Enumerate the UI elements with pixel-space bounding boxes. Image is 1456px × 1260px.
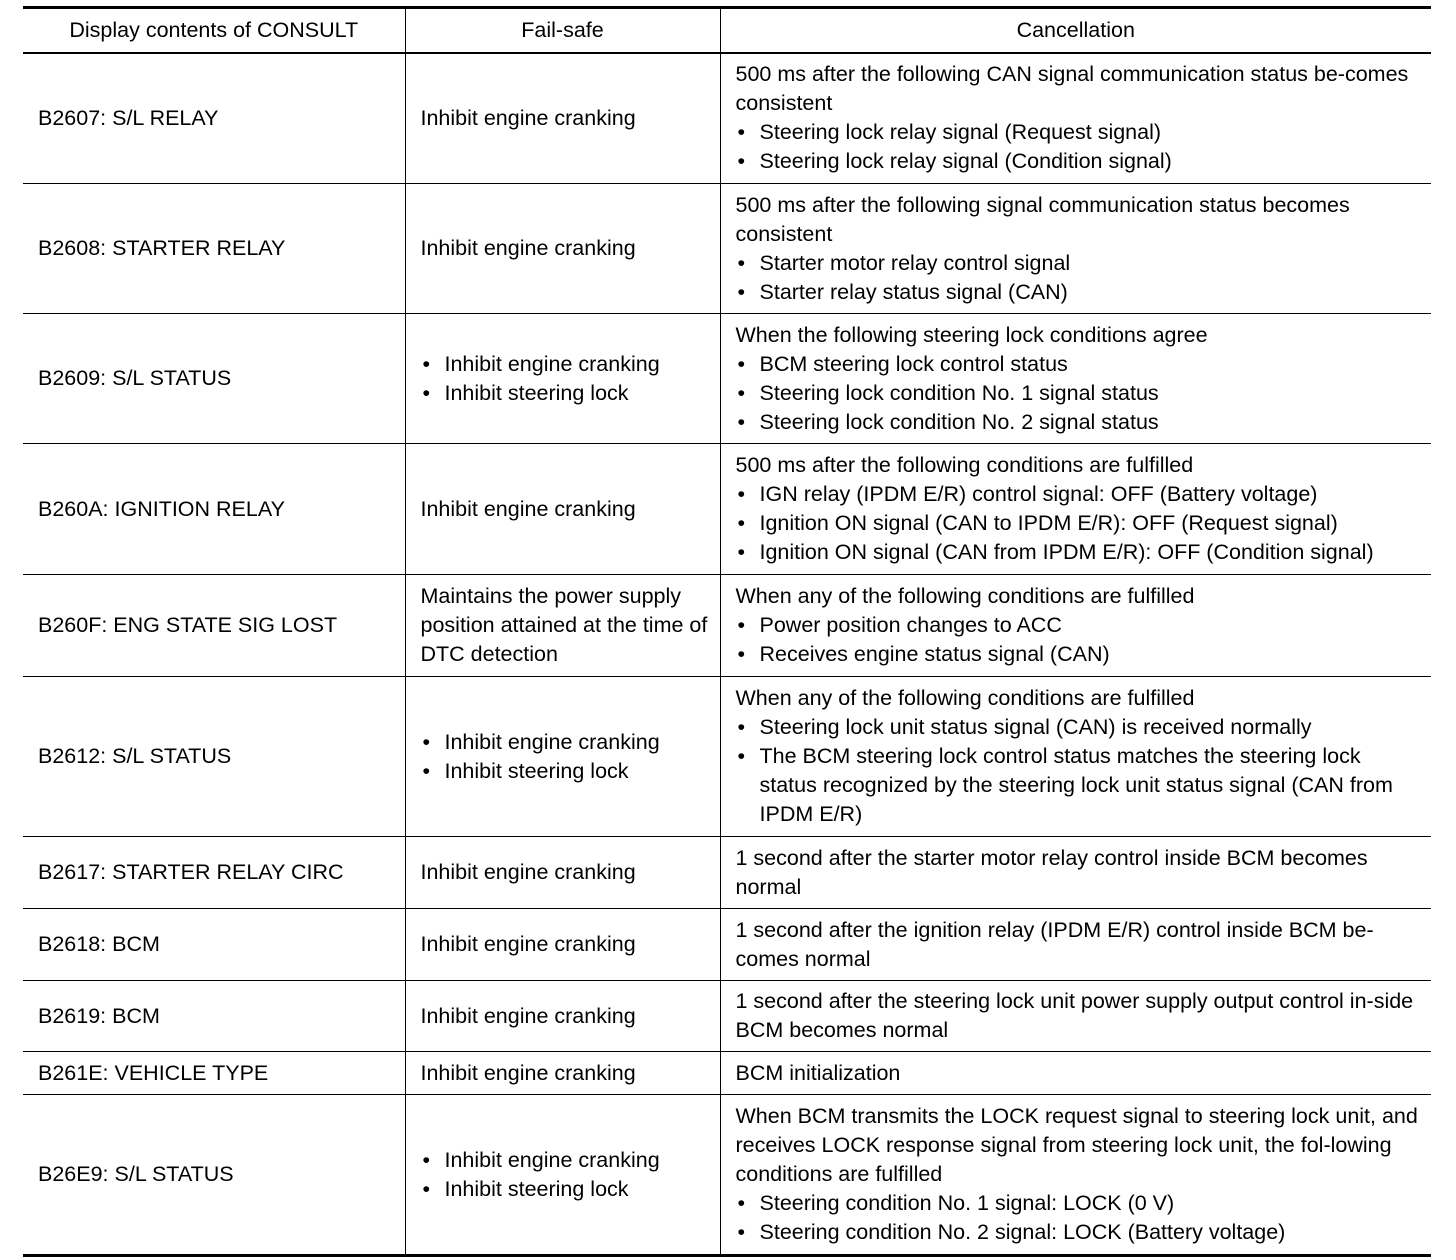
fail-safe-text: Inhibit engine cranking [420,1003,636,1028]
table-row [23,981,1431,1052]
cancellation-text: When the following steering lock conditions agree [735,322,1208,347]
dtc-display-cell: B2617: STARTER RELAY CIRC [23,837,405,909]
cancellation-text: 1 second after the steering lock unit power supply output control in-side BCM becomes normal [735,989,1414,1042]
table-row [23,53,1431,184]
fail-safe-bullet-list [421,1146,712,1204]
cancellation-bullet-list [736,713,1424,829]
cancellation-bullet-list [736,350,1424,437]
cancellation-text: 1 second after the starter motor relay control inside BCM becomes normal [735,845,1368,899]
cancellation-bullet: • Starter relay status signal (CAN) [736,278,1424,307]
fail-safe-cell [405,1095,720,1256]
header-row [23,8,1431,53]
table-row [23,184,1431,314]
cancellation-text: When BCM transmits the LOCK request signal to steering lock unit, and receives LOCK response signal from steering lock unit, the fol-lowing conditions are fulfilled [735,1104,1418,1186]
cancellation-text: When any of the following conditions are fulfilled [735,584,1195,608]
fail-safe-bullet-list [421,728,712,786]
fail-safe-cell [405,184,720,314]
cancellation-bullet: • Steering lock relay signal (Request signal) [736,118,1424,147]
fail-safe-cell [405,314,720,444]
cancellation-text: 500 ms after the following CAN signal communication status be-comes consistent [735,62,1409,116]
cancellation-bullet-list [736,480,1424,567]
cancellation-cell [720,1095,1431,1256]
table-row [23,575,1431,677]
fail-safe-bullet: • Inhibit steering lock [421,757,712,786]
fail-safe-bullet: • Inhibit engine cranking [421,728,712,757]
cancellation-cell [720,444,1431,575]
dtc-display-cell: B2609: S/L STATUS [23,314,405,444]
header-display-contents: Display contents of CONSULT [23,8,405,53]
cancellation-text: When any of the following conditions are fulfilled [735,686,1195,710]
cancellation-bullet: • Receives engine status signal (CAN) [736,640,1424,669]
cancellation-cell [720,53,1431,184]
fail-safe-cell [405,444,720,575]
cancellation-cell [720,909,1431,981]
dtc-display-cell: B260A: IGNITION RELAY [23,444,405,575]
fail-safe-text: Inhibit engine cranking [420,860,636,884]
dtc-display-cell: B260F: ENG STATE SIG LOST [23,575,405,677]
cancellation-cell [720,314,1431,444]
cancellation-text: 1 second after the ignition relay (IPDM E/R) control inside BCM be-comes normal [735,917,1374,971]
fail-safe-text: Inhibit engine cranking [420,932,636,956]
cancellation-bullet: • Steering lock unit status signal (CAN) is received normally [736,713,1424,742]
fail-safe-bullet: • Inhibit engine cranking [421,350,712,379]
cancellation-bullet-list [736,249,1424,307]
dtc-display-cell: B2608: STARTER RELAY [23,184,405,314]
table-row [23,1095,1431,1256]
cancellation-text: 500 ms after the following signal communication status becomes consistent [735,192,1350,246]
fail-safe-cell [405,575,720,677]
dtc-display-cell: B2612: S/L STATUS [23,677,405,837]
cancellation-bullet: • The BCM steering lock control status matches the steering lock status recognized by the steering lock unit status signal (CAN from IPDM E/R) [736,742,1424,829]
header-fail-safe: Fail-safe [405,8,720,53]
table-row [23,909,1431,981]
table-row [23,1052,1431,1095]
table-row [23,837,1431,909]
cancellation-cell [720,677,1431,837]
cancellation-cell [720,1052,1431,1095]
table-row [23,314,1431,444]
cancellation-cell [720,184,1431,314]
cancellation-bullet: • Steering lock condition No. 1 signal status [736,379,1424,408]
cancellation-bullet: • Steering condition No. 1 signal: LOCK (0 V) [736,1189,1424,1218]
cancellation-cell [720,575,1431,677]
table-row [23,677,1431,837]
cancellation-bullet: • Power position changes to ACC [736,611,1424,640]
dtc-display-cell: B261E: VEHICLE TYPE [23,1052,405,1095]
fail-safe-bullet: • Inhibit steering lock [421,1175,712,1204]
fail-safe-text: Inhibit engine cranking [420,236,636,260]
cancellation-bullet: • IGN relay (IPDM E/R) control signal: OFF (Battery voltage) [736,480,1424,509]
cancellation-bullet: • Starter motor relay control signal [736,249,1424,278]
fail-safe-text: Inhibit engine cranking [420,105,636,130]
fail-safe-bullet-list [421,350,712,408]
fail-safe-table [23,6,1431,1257]
cancellation-text: BCM initialization [735,1060,901,1085]
fail-safe-text: Inhibit engine cranking [420,1060,636,1085]
fail-safe-cell [405,53,720,184]
cancellation-bullet: • BCM steering lock control status [736,350,1424,379]
table-row [23,444,1431,575]
cancellation-bullet: • Steering lock condition No. 2 signal status [736,408,1424,437]
cancellation-bullet: • Steering lock relay signal (Condition signal) [736,147,1424,176]
table-body [23,53,1431,1256]
fail-safe-cell [405,981,720,1052]
fail-safe-text: Maintains the power supply position attained at the time of DTC detection [420,584,708,666]
header-cancellation: Cancellation [720,8,1431,53]
cancellation-bullet-list [736,118,1424,176]
fail-safe-cell [405,909,720,981]
dtc-display-cell: B2619: BCM [23,981,405,1052]
cancellation-bullet: • Ignition ON signal (CAN to IPDM E/R): OFF (Request signal) [736,509,1424,538]
fail-safe-cell [405,677,720,837]
cancellation-bullet: • Ignition ON signal (CAN from IPDM E/R): OFF (Condition signal) [736,538,1424,567]
fail-safe-cell [405,837,720,909]
dtc-display-cell: B2618: BCM [23,909,405,981]
cancellation-bullet-list [736,611,1424,669]
cancellation-bullet-list [736,1189,1424,1247]
cancellation-cell [720,837,1431,909]
cancellation-bullet: • Steering condition No. 2 signal: LOCK (Battery voltage) [736,1218,1424,1247]
fail-safe-text: Inhibit engine cranking [420,496,636,521]
dtc-display-cell: B2607: S/L RELAY [23,53,405,184]
fail-safe-cell [405,1052,720,1095]
cancellation-text: 500 ms after the following conditions are fulfilled [735,453,1194,477]
cancellation-cell [720,981,1431,1052]
dtc-display-cell: B26E9: S/L STATUS [23,1095,405,1256]
fail-safe-bullet: • Inhibit steering lock [421,379,712,408]
fail-safe-bullet: • Inhibit engine cranking [421,1146,712,1175]
